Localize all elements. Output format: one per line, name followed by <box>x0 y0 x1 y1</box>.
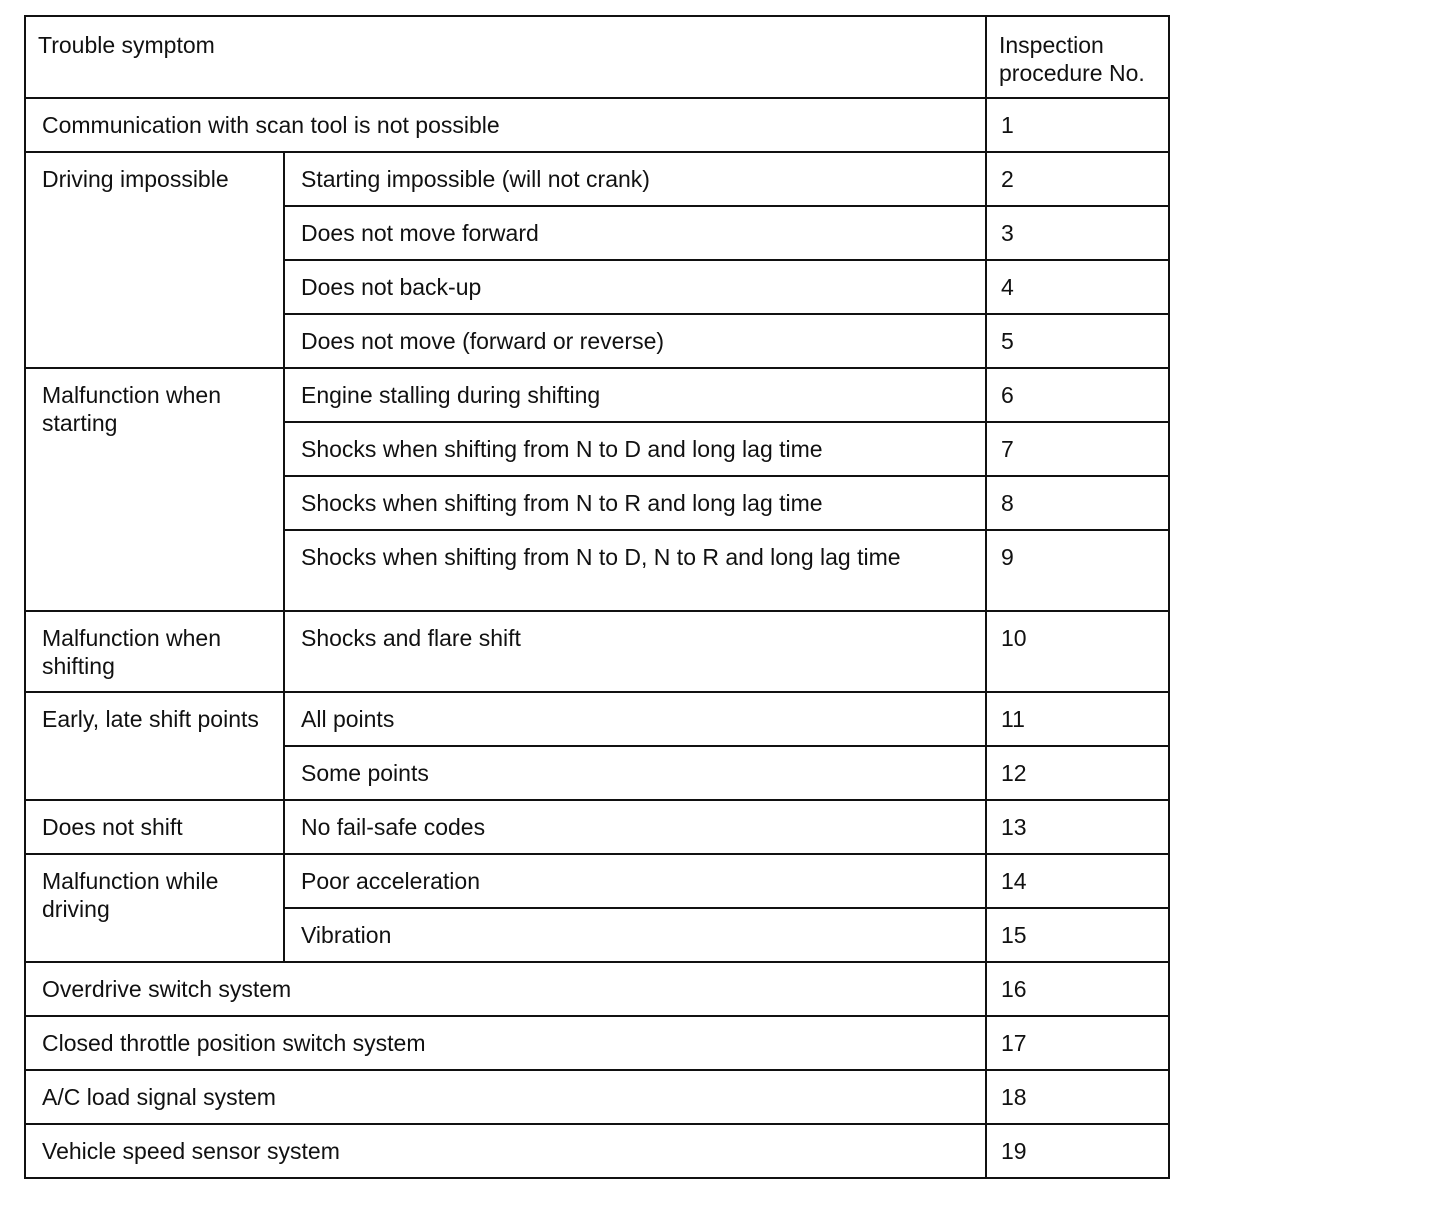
symptom-cell: Communication with scan tool is not possible <box>25 98 986 152</box>
procedure-number: 5 <box>986 314 1169 368</box>
procedure-number: 8 <box>986 476 1169 530</box>
table-row <box>25 692 1169 746</box>
symptom-cell: Shocks and flare shift <box>284 611 986 692</box>
symptom-group-cell: Malfunction when shifting <box>25 611 284 692</box>
table-row <box>25 1124 1169 1178</box>
table-row <box>25 800 1169 854</box>
table-header-row <box>25 16 1169 98</box>
procedure-number: 7 <box>986 422 1169 476</box>
procedure-number: 2 <box>986 152 1169 206</box>
table-row <box>25 1070 1169 1124</box>
procedure-number: 1 <box>986 98 1169 152</box>
procedure-number: 16 <box>986 962 1169 1016</box>
procedure-number: 12 <box>986 746 1169 800</box>
table-row <box>25 368 1169 422</box>
symptom-cell: Poor acceleration <box>284 854 986 908</box>
symptom-group-cell: Driving impossible <box>25 152 284 368</box>
table-row <box>25 962 1169 1016</box>
symptom-cell: Shocks when shifting from N to D and long lag time <box>284 422 986 476</box>
symptom-cell: Shocks when shifting from N to D, N to R and long lag time <box>284 530 986 611</box>
procedure-number: 11 <box>986 692 1169 746</box>
symptom-cell: A/C load signal system <box>25 1070 986 1124</box>
symptom-cell: Does not move (forward or reverse) <box>284 314 986 368</box>
symptom-cell: All points <box>284 692 986 746</box>
table-row <box>25 152 1169 206</box>
symptom-cell: Starting impossible (will not crank) <box>284 152 986 206</box>
trouble-symptom-table <box>24 15 1170 1179</box>
procedure-number: 15 <box>986 908 1169 962</box>
symptom-cell: Does not move forward <box>284 206 986 260</box>
procedure-number: 14 <box>986 854 1169 908</box>
procedure-number: 10 <box>986 611 1169 692</box>
table-row <box>25 98 1169 152</box>
procedure-number: 19 <box>986 1124 1169 1178</box>
symptom-cell: Shocks when shifting from N to R and long lag time <box>284 476 986 530</box>
symptom-group-cell: Malfunction when starting <box>25 368 284 611</box>
symptom-group-cell: Does not shift <box>25 800 284 854</box>
procedure-number: 4 <box>986 260 1169 314</box>
procedure-number: 13 <box>986 800 1169 854</box>
symptom-cell: Engine stalling during shifting <box>284 368 986 422</box>
symptom-group-cell: Malfunction while driving <box>25 854 284 962</box>
symptom-cell: No fail-safe codes <box>284 800 986 854</box>
header-trouble-symptom: Trouble symptom <box>25 16 986 98</box>
header-inspection-procedure: Inspection procedure No. <box>986 16 1169 98</box>
table-row <box>25 854 1169 908</box>
procedure-number: 18 <box>986 1070 1169 1124</box>
procedure-number: 3 <box>986 206 1169 260</box>
table-row <box>25 1016 1169 1070</box>
symptom-cell: Vibration <box>284 908 986 962</box>
procedure-number: 17 <box>986 1016 1169 1070</box>
table-row <box>25 611 1169 692</box>
symptom-cell: Closed throttle position switch system <box>25 1016 986 1070</box>
symptom-group-cell: Early, late shift points <box>25 692 284 800</box>
symptom-cell: Does not back-up <box>284 260 986 314</box>
symptom-cell: Some points <box>284 746 986 800</box>
procedure-number: 9 <box>986 530 1169 611</box>
procedure-number: 6 <box>986 368 1169 422</box>
symptom-cell: Overdrive switch system <box>25 962 986 1016</box>
symptom-cell: Vehicle speed sensor system <box>25 1124 986 1178</box>
